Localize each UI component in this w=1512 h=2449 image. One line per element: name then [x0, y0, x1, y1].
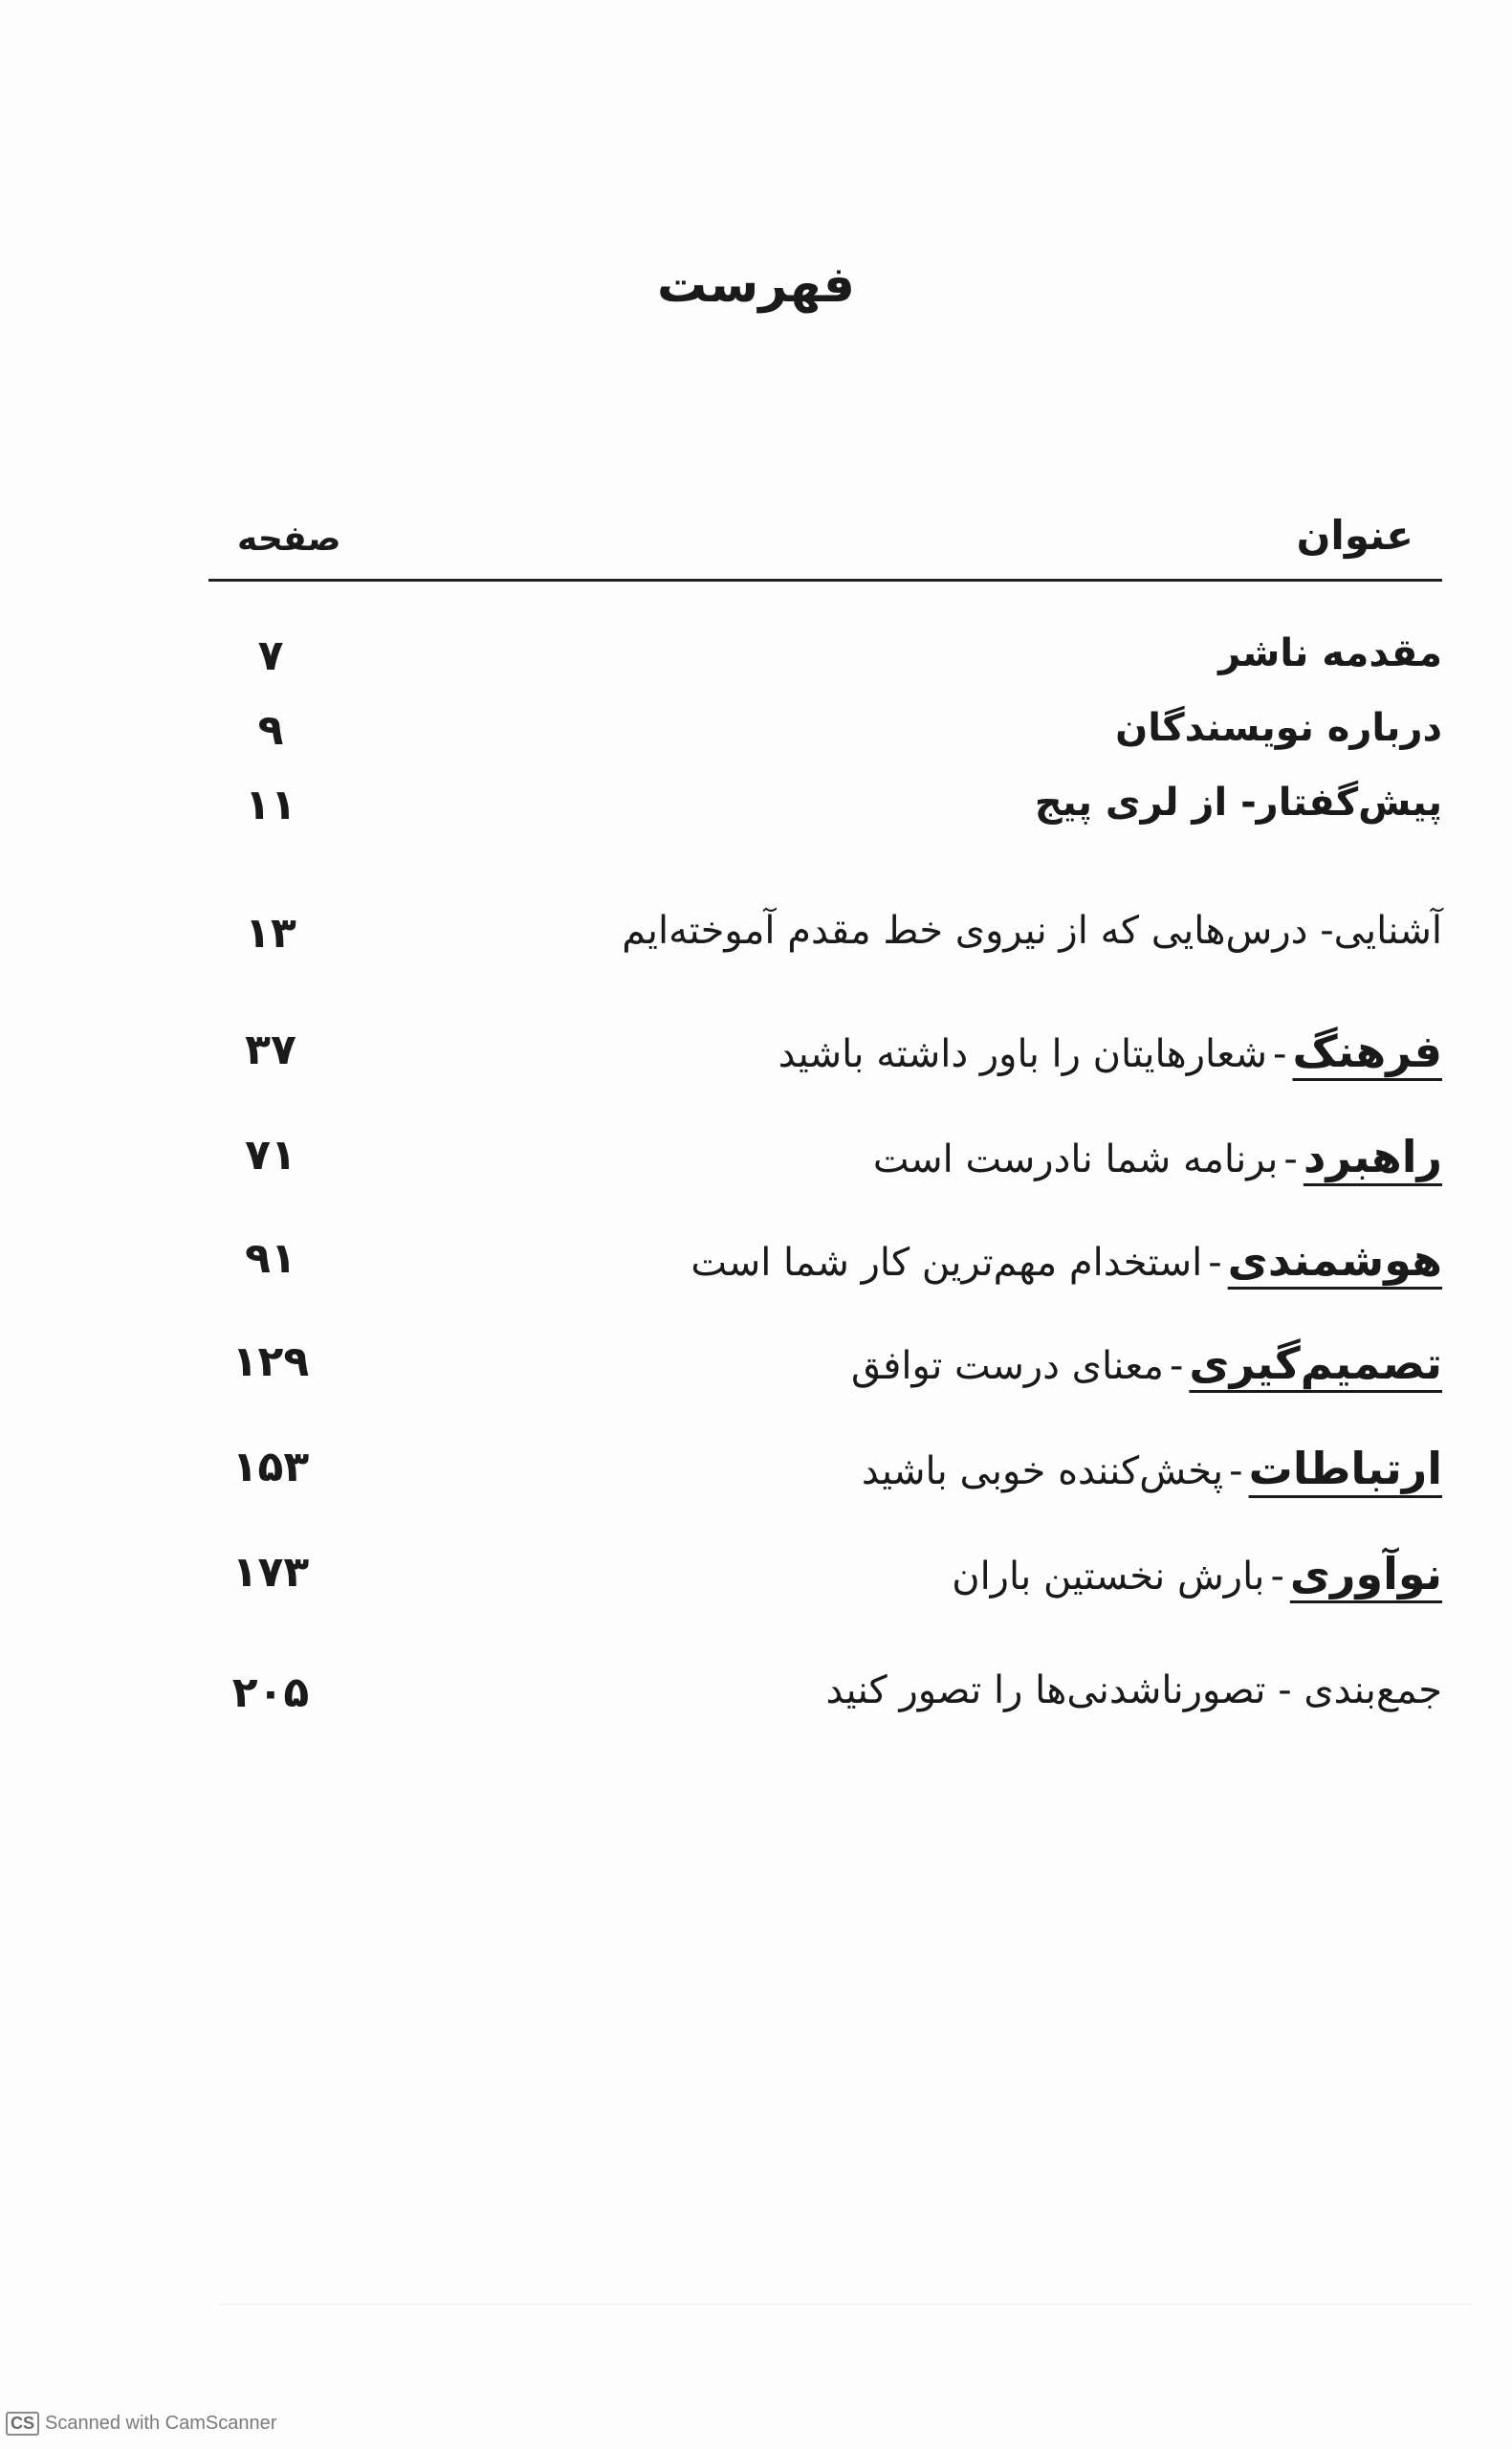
entry-subtitle: برنامه شما نادرست است	[872, 1137, 1279, 1181]
entry-title: تصمیم‌گیری-معنای درست توافق	[850, 1337, 1442, 1389]
entry-title: راهبرد-برنامه شما نادرست است	[872, 1131, 1442, 1182]
page-edge-shadow	[220, 2304, 1474, 2305]
entry-subtitle: استخدام مهم‌ترین کار شما است	[690, 1241, 1203, 1285]
entry-page-number: ۱۷۳	[231, 1548, 310, 1597]
entry-page-number: ۱۵۳	[231, 1443, 310, 1491]
entry-title: هوشمندی-استخدام مهم‌ترین کار شما است	[690, 1234, 1442, 1286]
entry-title: جمع‌بندی - تصورناشدنی‌ها را تصور کنید	[825, 1668, 1442, 1712]
toc-entry-about-authors	[208, 706, 1442, 773]
entry-subtitle: پخش‌کننده خوبی باشید	[861, 1449, 1224, 1493]
entry-page-number: ۱۳	[245, 909, 296, 958]
entry-title: پیش‌گفتار- از لری پیج	[1034, 781, 1442, 825]
toc-entry-decisions	[208, 1337, 1442, 1404]
toc-entry-talent	[208, 1234, 1442, 1301]
entry-title: آشنایی- درس‌هایی که از نیروی خط مقدم آموخته‌ایم	[622, 909, 1442, 953]
entry-page-number: ۱۲۹	[231, 1337, 310, 1386]
entry-subtitle: بارش نخستین باران	[952, 1555, 1265, 1599]
toc-header	[208, 512, 1442, 582]
entry-keyword: راهبرد	[1303, 1131, 1442, 1182]
page-column-header: صفحه	[237, 519, 341, 559]
watermark-text: Scanned with CamScanner	[45, 2413, 277, 2434]
entry-page-number: ۱۱	[245, 781, 296, 829]
entry-page-number: ۷	[257, 631, 284, 680]
camscanner-logo: CS	[6, 2412, 39, 2436]
entry-title: درباره نویسندگان	[1115, 706, 1442, 750]
entry-page-number: ۹۱	[245, 1234, 296, 1283]
entry-subtitle: شعارهایتان را باور داشته باشید	[778, 1032, 1268, 1076]
entry-keyword: فرهنگ	[1292, 1026, 1442, 1077]
entry-keyword: هوشمندی	[1227, 1234, 1442, 1286]
entry-page-number: ۷۱	[245, 1131, 296, 1180]
entry-keyword: تصمیم‌گیری	[1189, 1337, 1442, 1389]
toc-entry-publisher-intro	[208, 631, 1442, 698]
toc-entry-innovation	[208, 1548, 1442, 1615]
page-title: فهرست	[657, 256, 855, 314]
toc-entry-culture	[208, 1026, 1442, 1092]
entry-title: نوآوری-بارش نخستین باران	[952, 1548, 1442, 1600]
entry-keyword: ارتباطات	[1248, 1443, 1442, 1494]
title-column-header: عنوان	[1296, 512, 1413, 559]
toc-entry-foreword	[208, 781, 1442, 848]
toc-entry-conclusion	[208, 1668, 1442, 1735]
toc-entry-strategy	[208, 1131, 1442, 1198]
entry-page-number: ۲۰۵	[231, 1668, 310, 1717]
entry-page-number: ۳۷	[245, 1026, 296, 1074]
entry-keyword: نوآوری	[1289, 1548, 1442, 1600]
entry-title: ارتباطات-پخش‌کننده خوبی باشید	[861, 1443, 1442, 1494]
entry-title: مقدمه ناشر	[1218, 631, 1442, 675]
entry-subtitle: معنای درست توافق	[850, 1344, 1164, 1388]
scanner-watermark	[6, 2412, 276, 2436]
entry-title: فرهنگ-شعارهایتان را باور داشته باشید	[778, 1026, 1442, 1077]
toc-entry-communications	[208, 1443, 1442, 1510]
toc-entry-introduction	[208, 909, 1442, 976]
entry-page-number: ۹	[257, 706, 284, 755]
